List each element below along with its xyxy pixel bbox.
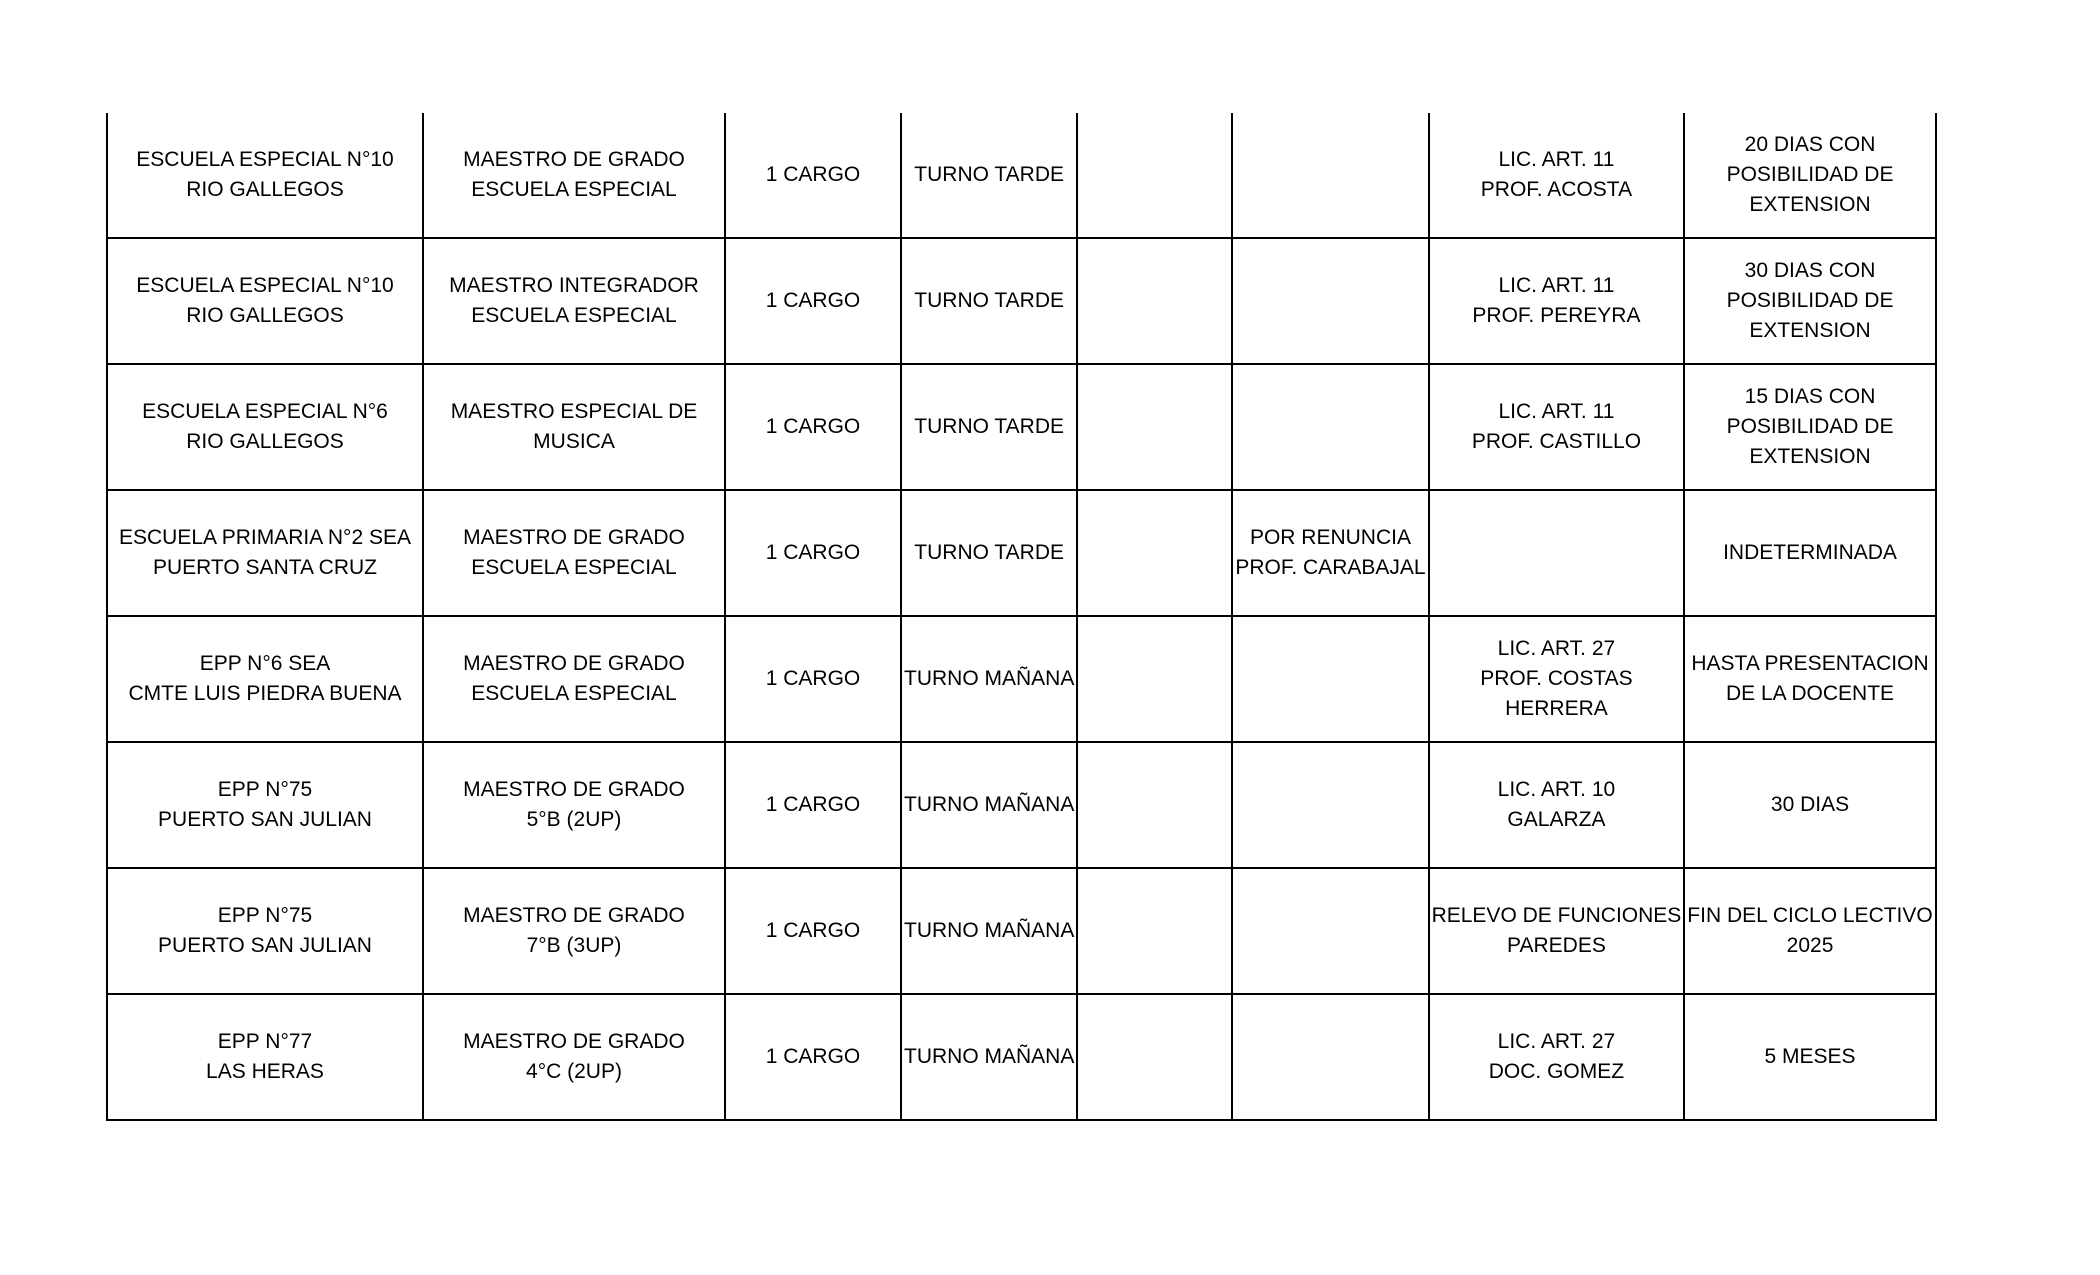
school-cell-line: LAS HERAS xyxy=(206,1060,324,1083)
school-cell-line: PUERTO SAN JULIAN xyxy=(158,808,372,831)
duration-cell-line: EXTENSION xyxy=(1749,193,1871,216)
quantity-cell-text: 1 CARGO xyxy=(765,919,861,942)
school-cell-line: ESCUELA PRIMARIA N°2 SEA xyxy=(118,526,411,549)
duration-cell xyxy=(1684,113,1935,238)
license-cell-line: LIC. ART. 27 xyxy=(1497,637,1616,660)
position-cell-line: MAESTRO DE GRADO xyxy=(463,904,685,927)
license-cell-line: LIC. ART. 11 xyxy=(1498,274,1615,297)
duration-cell-line: 2025 xyxy=(1786,934,1834,957)
school-cell-line: PUERTO SANTA CRUZ xyxy=(152,556,378,579)
empty-cell xyxy=(1077,364,1232,490)
position-cell-line: MAESTRO DE GRADO xyxy=(463,148,685,171)
school-cell-line: ESCUELA ESPECIAL N°10 xyxy=(136,148,394,171)
table-row xyxy=(107,490,1936,616)
empty-cell xyxy=(1077,113,1232,238)
vacancies-table xyxy=(106,113,1937,1121)
license-cell-line: PROF. PEREYRA xyxy=(1472,304,1641,327)
position-cell xyxy=(423,238,725,364)
reason-cell xyxy=(1232,994,1428,1120)
school-cell xyxy=(107,238,423,364)
license-cell xyxy=(1429,994,1685,1120)
reason-cell-line: POR RENUNCIA xyxy=(1249,526,1411,549)
quantity-cell xyxy=(725,742,901,868)
reason-cell xyxy=(1232,868,1428,994)
position-cell-line: 4°C (2UP) xyxy=(526,1060,622,1083)
license-cell xyxy=(1429,238,1685,364)
school-cell-line: CMTE LUIS PIEDRA BUENA xyxy=(128,682,402,705)
school-cell-line: RIO GALLEGOS xyxy=(186,178,344,201)
duration-cell-line: 20 DIAS CON xyxy=(1744,133,1876,156)
duration-cell xyxy=(1684,238,1935,364)
shift-cell xyxy=(901,868,1077,994)
school-cell-line: ESCUELA ESPECIAL N°10 xyxy=(136,274,394,297)
license-cell-line: LIC. ART. 10 xyxy=(1497,778,1616,801)
duration-cell-line: 30 DIAS CON xyxy=(1744,259,1876,282)
license-cell xyxy=(1429,868,1685,994)
shift-cell xyxy=(901,742,1077,868)
duration-cell-line: POSIBILIDAD DE xyxy=(1726,163,1894,186)
reason-cell xyxy=(1232,490,1428,616)
quantity-cell xyxy=(725,364,901,490)
reason-cell xyxy=(1232,616,1428,742)
license-cell-line: PAREDES xyxy=(1507,934,1606,957)
reason-cell xyxy=(1232,113,1428,238)
position-cell-line: MAESTRO DE GRADO xyxy=(463,1030,685,1053)
position-cell-line: ESCUELA ESPECIAL xyxy=(471,178,677,201)
duration-cell xyxy=(1684,490,1935,616)
shift-cell-text: TURNO TARDE xyxy=(914,163,1065,186)
duration-cell xyxy=(1684,868,1935,994)
license-cell-line: HERRERA xyxy=(1505,697,1608,720)
position-cell-line: MAESTRO DE GRADO xyxy=(463,526,685,549)
empty-cell xyxy=(1077,742,1232,868)
school-cell xyxy=(107,868,423,994)
quantity-cell xyxy=(725,616,901,742)
quantity-cell xyxy=(725,238,901,364)
quantity-cell xyxy=(725,868,901,994)
table-row xyxy=(107,616,1936,742)
table-row xyxy=(107,364,1936,490)
position-cell-line: MAESTRO DE GRADO xyxy=(463,652,685,675)
license-cell xyxy=(1429,364,1685,490)
empty-cell xyxy=(1077,868,1232,994)
shift-cell xyxy=(901,994,1077,1120)
shift-cell-text: TURNO TARDE xyxy=(914,541,1065,564)
quantity-cell-text: 1 CARGO xyxy=(765,289,861,312)
table-row xyxy=(107,868,1936,994)
table-row xyxy=(107,113,1936,238)
school-cell xyxy=(107,616,423,742)
license-cell-line: DOC. GOMEZ xyxy=(1488,1060,1625,1083)
shift-cell xyxy=(901,490,1077,616)
position-cell-line: ESCUELA ESPECIAL xyxy=(471,556,677,579)
position-cell xyxy=(423,742,725,868)
shift-cell-text: TURNO MAÑANA xyxy=(904,1045,1075,1068)
position-cell xyxy=(423,113,725,238)
position-cell-line: 7°B (3UP) xyxy=(526,934,622,957)
position-cell-line: MAESTRO DE GRADO xyxy=(463,778,685,801)
license-cell-line: PROF. CASTILLO xyxy=(1471,430,1642,453)
shift-cell-text: TURNO MAÑANA xyxy=(904,667,1075,690)
position-cell-line: MUSICA xyxy=(533,430,615,453)
school-cell-line: RIO GALLEGOS xyxy=(186,430,344,453)
duration-cell-line: 15 DIAS CON xyxy=(1744,385,1876,408)
school-cell xyxy=(107,364,423,490)
quantity-cell xyxy=(725,490,901,616)
position-cell xyxy=(423,490,725,616)
license-cell-line: PROF. COSTAS xyxy=(1480,667,1633,690)
shift-cell xyxy=(901,113,1077,238)
reason-cell-line: PROF. CARABAJAL xyxy=(1235,556,1426,579)
duration-cell-line: DE LA DOCENTE xyxy=(1725,682,1895,705)
empty-cell xyxy=(1077,616,1232,742)
duration-cell xyxy=(1684,364,1935,490)
position-cell-line: MAESTRO INTEGRADOR xyxy=(449,274,699,297)
school-cell xyxy=(107,742,423,868)
duration-cell xyxy=(1684,994,1935,1120)
empty-cell xyxy=(1077,994,1232,1120)
shift-cell-text: TURNO TARDE xyxy=(914,289,1065,312)
duration-cell xyxy=(1684,616,1935,742)
duration-cell-line: FIN DEL CICLO LECTIVO xyxy=(1687,904,1933,927)
quantity-cell-text: 1 CARGO xyxy=(765,541,861,564)
quantity-cell-text: 1 CARGO xyxy=(765,793,861,816)
school-cell-line: EPP N°75 xyxy=(217,904,313,927)
license-cell-line: LIC. ART. 27 xyxy=(1497,1030,1616,1053)
license-cell-line: LIC. ART. 11 xyxy=(1498,400,1615,423)
shift-cell-text: TURNO MAÑANA xyxy=(904,793,1075,816)
school-cell-line: EPP N°75 xyxy=(217,778,313,801)
position-cell-line: ESCUELA ESPECIAL xyxy=(471,304,677,327)
license-cell xyxy=(1429,113,1685,238)
duration-cell-line: INDETERMINADA xyxy=(1723,541,1897,564)
school-cell-line: EPP N°6 SEA xyxy=(199,652,331,675)
quantity-cell-text: 1 CARGO xyxy=(765,163,861,186)
position-cell xyxy=(423,868,725,994)
quantity-cell xyxy=(725,113,901,238)
school-cell-line: PUERTO SAN JULIAN xyxy=(158,934,372,957)
empty-cell xyxy=(1077,490,1232,616)
empty-cell xyxy=(1077,238,1232,364)
school-cell xyxy=(107,490,423,616)
quantity-cell-text: 1 CARGO xyxy=(765,667,861,690)
reason-cell xyxy=(1232,742,1428,868)
shift-cell-text: TURNO TARDE xyxy=(914,415,1065,438)
table-body xyxy=(107,113,1936,1120)
quantity-cell-text: 1 CARGO xyxy=(765,415,861,438)
reason-cell xyxy=(1232,364,1428,490)
duration-cell-line: POSIBILIDAD DE xyxy=(1726,289,1894,312)
duration-cell-line: EXTENSION xyxy=(1749,319,1871,342)
duration-cell-line: POSIBILIDAD DE xyxy=(1726,415,1894,438)
duration-cell-line: EXTENSION xyxy=(1749,445,1871,468)
school-cell-line: ESCUELA ESPECIAL N°6 xyxy=(142,400,388,423)
license-cell xyxy=(1429,742,1685,868)
license-cell xyxy=(1429,616,1685,742)
position-cell xyxy=(423,616,725,742)
table-row xyxy=(107,238,1936,364)
position-cell-line: 5°B (2UP) xyxy=(526,808,622,831)
shift-cell xyxy=(901,364,1077,490)
license-cell-line: LIC. ART. 11 xyxy=(1498,148,1615,171)
school-cell xyxy=(107,113,423,238)
school-cell xyxy=(107,994,423,1120)
duration-cell-line: HASTA PRESENTACION xyxy=(1691,652,1929,675)
school-cell-line: RIO GALLEGOS xyxy=(186,304,344,327)
table-row xyxy=(107,742,1936,868)
license-cell-line: PROF. ACOSTA xyxy=(1480,178,1633,201)
duration-cell-line: 30 DIAS xyxy=(1770,793,1850,816)
duration-cell-line: 5 MESES xyxy=(1764,1045,1856,1068)
shift-cell xyxy=(901,238,1077,364)
position-cell-line: MAESTRO ESPECIAL DE xyxy=(450,400,698,423)
shift-cell xyxy=(901,616,1077,742)
quantity-cell-text: 1 CARGO xyxy=(765,1045,861,1068)
position-cell-line: ESCUELA ESPECIAL xyxy=(471,682,677,705)
quantity-cell xyxy=(725,994,901,1120)
school-cell-line: EPP N°77 xyxy=(217,1030,313,1053)
license-cell-line: GALARZA xyxy=(1507,808,1606,831)
shift-cell-text: TURNO MAÑANA xyxy=(904,919,1075,942)
reason-cell xyxy=(1232,238,1428,364)
table-row xyxy=(107,994,1936,1120)
license-cell xyxy=(1429,490,1685,616)
license-cell-line: RELEVO DE FUNCIONES xyxy=(1431,904,1682,927)
position-cell xyxy=(423,994,725,1120)
position-cell xyxy=(423,364,725,490)
duration-cell xyxy=(1684,742,1935,868)
